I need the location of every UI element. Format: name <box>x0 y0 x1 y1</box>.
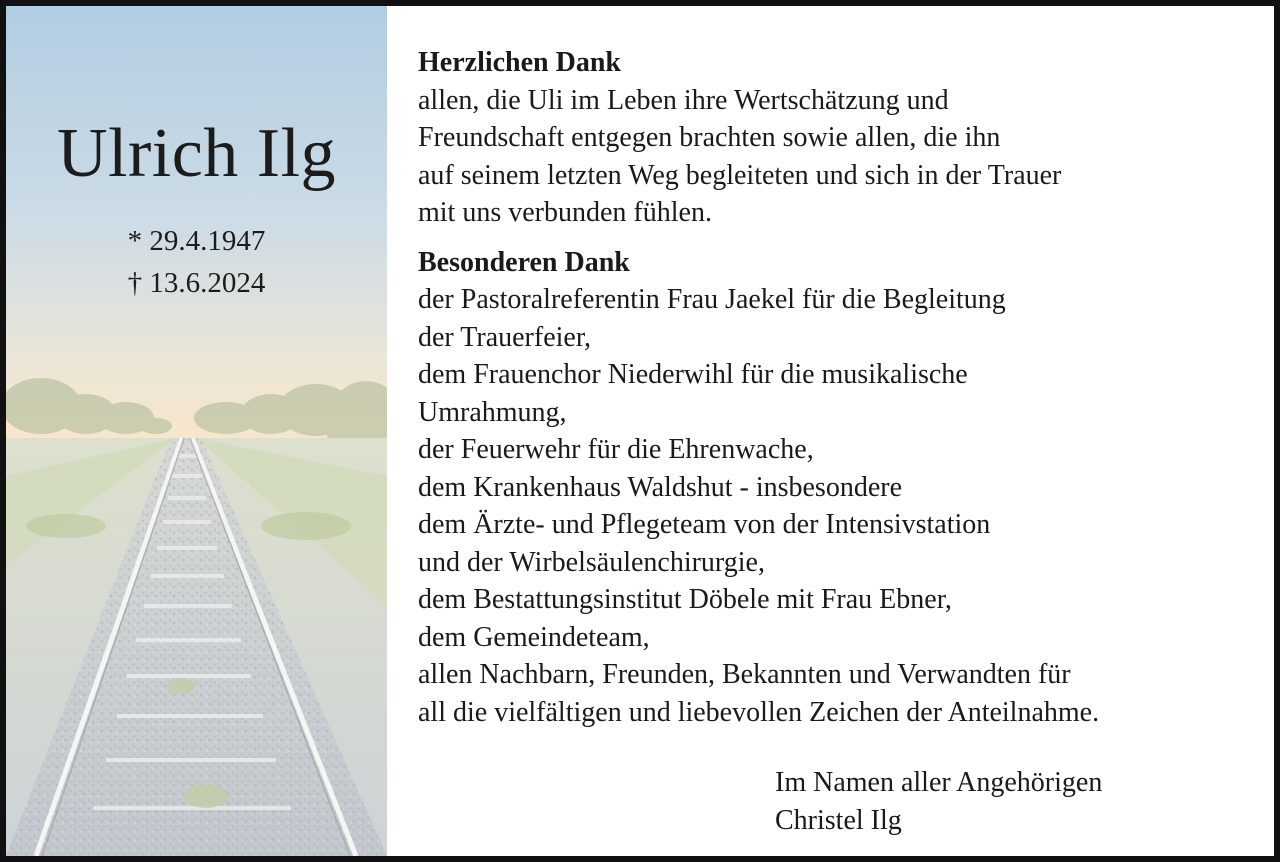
special-thanks-line: Umrahmung, <box>418 396 567 428</box>
special-thanks-line: allen Nachbarn, Freunden, Bekannten und Verwandten für <box>418 659 1071 690</box>
closing-line: Im Namen aller Angehörigen <box>775 767 1103 798</box>
thank-you-text <box>418 44 1268 743</box>
closing-signature <box>775 764 1102 839</box>
deceased-name: Ulrich Ilg <box>56 115 337 192</box>
death-date: † 13.6.2024 <box>127 267 266 299</box>
railway-photo <box>6 6 387 856</box>
special-thanks-line: dem Bestattungsinstitut Döbele mit Frau Ebner, <box>418 584 952 615</box>
special-thanks-heading: Besonderen Dank <box>418 246 630 278</box>
special-thanks-line: der Feuerwehr für die Ehrenwache, <box>418 434 814 465</box>
birth-date: * 29.4.1947 <box>127 225 266 257</box>
special-thanks-line: all die vielfältigen und liebevollen Zeichen der Anteilnahme. <box>418 696 1100 728</box>
special-thanks-line: dem Frauenchor Niederwihl für die musikalische <box>418 359 968 390</box>
thanks-line: allen, die Uli im Leben ihre Wertschätzung und <box>418 84 949 116</box>
special-thanks-line: dem Gemeindeteam, <box>418 621 650 653</box>
thanks-line: auf seinem letzten Weg begleiteten und sich in der Trauer <box>418 159 1062 191</box>
signatory-name: Christel Ilg <box>775 804 902 836</box>
thanks-line: mit uns verbunden fühlen. <box>418 197 712 228</box>
thanks-heading: Herzlichen Dank <box>418 47 621 78</box>
special-thanks-line: der Trauerfeier, <box>418 321 592 353</box>
thanks-line: Freundschaft entgegen brachten sowie allen, die ihn <box>418 122 1001 153</box>
special-thanks-line: dem Ärzte- und Pflegeteam von der Intensivstation <box>418 509 991 540</box>
special-thanks-section <box>418 244 1268 732</box>
special-thanks-line: dem Krankenhaus Waldshut - insbesondere <box>418 471 902 503</box>
special-thanks-line: der Pastoralreferentin Frau Jaekel für die Begleitung <box>418 284 1006 315</box>
special-thanks-line: und der Wirbelsäulenchirurgie, <box>418 546 765 578</box>
life-dates <box>6 220 387 304</box>
thanks-section <box>418 44 1268 232</box>
